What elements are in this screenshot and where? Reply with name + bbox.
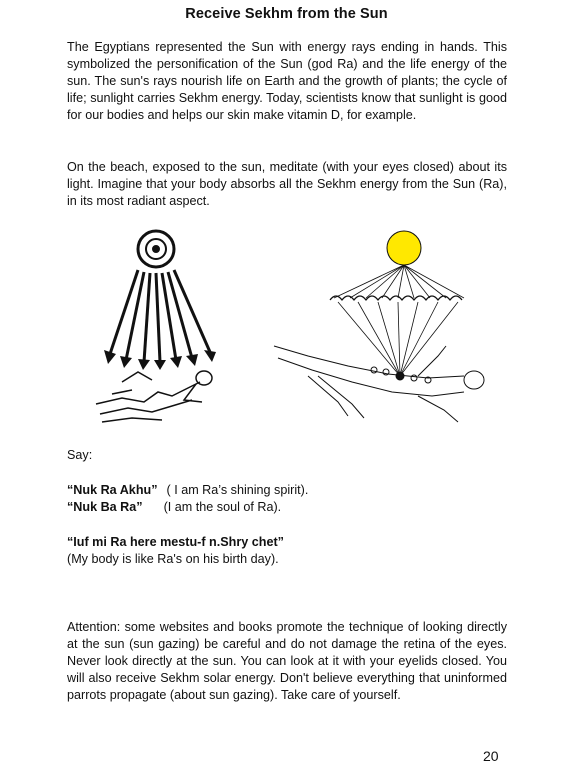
say-label: Say: — [67, 448, 93, 462]
mantra-translation: (I am the soul of Ra). — [163, 500, 282, 514]
attention-paragraph: Attention: some websites and books promote the technique of looking directly at the sun (sun gazing) be careful and do not damage the retina of the eyes. Never look directly at the sun. You can look at it with your eyelids closed. You will also receive Sekhm solar energy. Don't believe everything that uninformed parrots propagate (about sun gazing). Take care of yourself. — [67, 620, 507, 702]
page-number: 20 — [483, 748, 499, 764]
meditation-paragraph: On the beach, exposed to the sun, meditate (with your eyes closed) about its light. Imagine that your body absorbs all the Sekhm energy from the Sun (Ra), in its most radiant aspect. — [67, 160, 507, 208]
mantra-translation: ( I am Ra’s shining spirit). — [166, 483, 309, 497]
intro-paragraph: The Egyptians represented the Sun with energy rays ending in hands. This symbolized the personification of the Sun (god Ra) and the life energy of the sun. The sun's rays nourish life on Earth and the growth of plants; the cycle of life; sunlight carries Sekhm energy. Today, scientists know that sunlight is good for our bodies and helps our skin make vitamin D, for example. — [67, 40, 507, 122]
birthday-mantra-translation: (My body is like Ra's on his birth day). — [67, 552, 279, 566]
mantra-line — [67, 500, 281, 514]
mantra-line — [67, 483, 308, 497]
mantra-phrase: “Nuk Ba Ra” — [67, 500, 143, 514]
sun-disk-rays-illustration — [92, 222, 228, 432]
sun-into-body-illustration — [268, 226, 492, 430]
mantra-phrase: “Nuk Ra Akhu” — [67, 483, 158, 497]
birthday-mantra-phrase: “Iuf mi Ra here mestu-f n.Shry chet” — [67, 535, 284, 549]
page-title: Receive Sekhm from the Sun — [185, 6, 388, 22]
